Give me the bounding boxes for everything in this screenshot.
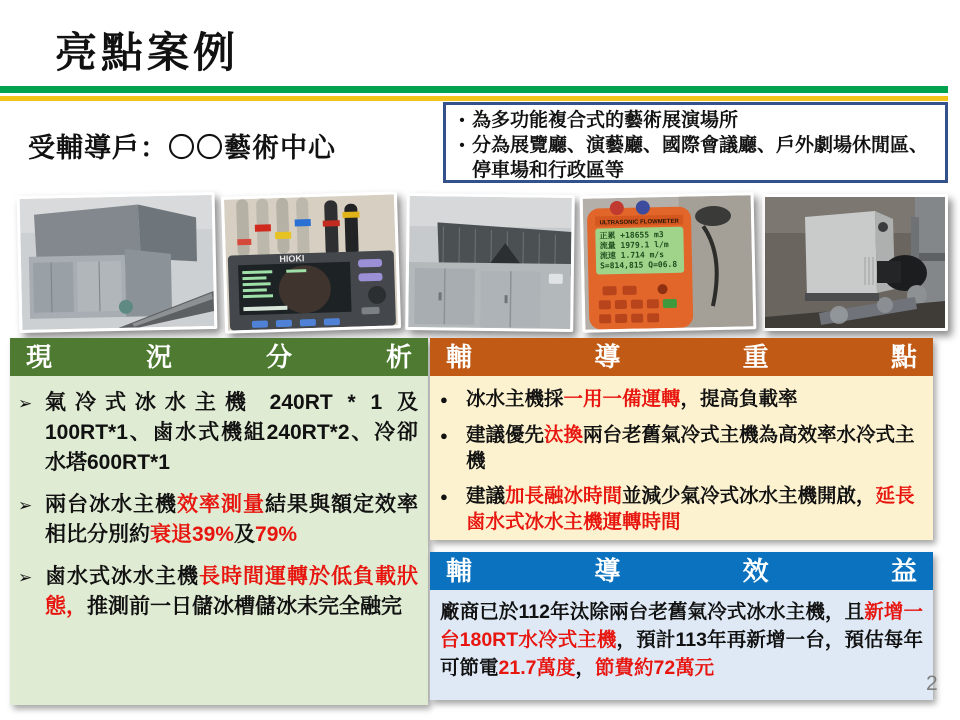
highlighted-text: 長時間運轉於低負載狀態， xyxy=(45,565,418,618)
highlighted-text: 效率測量 xyxy=(177,493,265,516)
text-segment: 建議 xyxy=(466,485,506,507)
highlighted-text: 79% xyxy=(255,523,298,546)
text-segment: 並減少氣冷式冰水主機開啟， xyxy=(622,485,876,507)
panel-current-analysis-body xyxy=(10,376,428,705)
list-item xyxy=(452,133,937,183)
bullet-text xyxy=(45,490,418,550)
bullet-marker: • xyxy=(459,112,465,129)
bullet-marker: ● xyxy=(440,428,448,443)
list-item xyxy=(440,422,923,474)
header-char: 點 xyxy=(890,342,917,372)
bullet-marker: ● xyxy=(440,489,448,504)
title-divider-yellow xyxy=(0,96,948,101)
list-item xyxy=(440,386,923,413)
text-segment: 結果與額定效率相比分別約 xyxy=(45,493,418,546)
text-segment: 推測前一日儲冰槽儲冰未完全融完 xyxy=(87,595,402,618)
text-segment: 及 xyxy=(234,523,256,546)
list-item xyxy=(440,483,923,535)
text-segment: 氣冷式冰水主機 240RT * 1 及100RT*1、鹵水式機組240RT*2、冷卻水塔600RT*1 xyxy=(45,391,418,474)
header-char: 效 xyxy=(742,556,769,586)
header-char: 輔 xyxy=(446,556,473,586)
lcd-line-2: 流量 1979.1 l/m xyxy=(599,239,669,251)
header-char: 況 xyxy=(145,342,172,372)
flowmeter-label: ULTRASONIC FLOWMETER xyxy=(599,218,679,227)
panel-guidance-keypoints-header xyxy=(430,338,933,376)
esc-button xyxy=(361,307,379,315)
bullet-text xyxy=(45,562,418,622)
photo-power-meter xyxy=(221,191,401,333)
panel-guidance-keypoints-body xyxy=(430,376,933,540)
list-item xyxy=(18,388,418,478)
bullet-text xyxy=(466,386,923,413)
client-label: 受輔導戶：〇〇藝術中心 xyxy=(28,133,336,163)
bullet-text xyxy=(466,483,923,535)
header-char: 導 xyxy=(594,556,621,586)
text-segment: 鹵水式冰水主機 xyxy=(45,565,199,588)
cabinet-doors xyxy=(408,262,571,329)
bullet-marker: ➢ xyxy=(18,496,33,515)
text-segment: ， xyxy=(575,657,595,679)
header-char: 分 xyxy=(265,342,292,372)
text-segment: 兩台老舊氣冷式主機為高效率水冷式主機 xyxy=(466,424,915,472)
bullet-text xyxy=(472,133,937,183)
highlighted-text: 衰退39% xyxy=(150,523,235,546)
list-item xyxy=(18,490,418,550)
highlighted-text: 一用一備運轉 xyxy=(563,388,681,410)
highlighted-text: 汰換 xyxy=(544,424,584,446)
panel-current-analysis xyxy=(10,338,428,705)
header-char: 析 xyxy=(385,342,412,372)
flowmeter-body xyxy=(587,200,694,330)
highlighted-text: 節費約72萬元 xyxy=(594,657,715,679)
panel-current-analysis-header xyxy=(10,338,428,376)
panel-guidance-benefits-body xyxy=(430,590,933,700)
header-char: 重 xyxy=(742,342,769,372)
photo-flowmeter xyxy=(580,192,757,333)
meter-brand-label: HIOKI xyxy=(279,253,305,264)
header-char: 輔 xyxy=(446,342,473,372)
header-char: 導 xyxy=(594,342,621,372)
text-segment: 兩台冰水主機 xyxy=(45,493,177,516)
bullet-marker: ➢ xyxy=(18,568,33,587)
highlighted-text: 加長融冰時間 xyxy=(505,485,623,507)
page-title: 亮點案例 xyxy=(55,29,240,76)
panel-guidance-keypoints xyxy=(430,338,933,540)
photo-chiller-cabinet xyxy=(405,193,575,332)
text-segment: 為多功能複合式的藝術展演場所 xyxy=(472,110,739,131)
meter-body xyxy=(228,250,396,330)
text-segment: 建議優先 xyxy=(466,424,545,446)
bullet-text xyxy=(466,422,923,474)
lcd-line-4: S=814,815 Q=06.8 xyxy=(599,259,678,271)
bullet-marker: • xyxy=(459,137,465,154)
text-segment: 廠商已於112年汰除兩台老舊氣冷式冰水主機，且 xyxy=(440,601,865,623)
page-number: 2 xyxy=(926,672,938,695)
measure-button xyxy=(358,259,382,268)
text-segment: ，提高負載率 xyxy=(680,388,798,410)
lcd-line-3: 流速 1.714 m/s xyxy=(599,250,665,261)
panel-guidance-benefits-header xyxy=(430,552,933,590)
text-segment: ，預計113年再新增一台，預估每年可節電 xyxy=(440,629,923,679)
bullet-text xyxy=(45,388,418,478)
list-item xyxy=(452,108,937,133)
lcd-line-1: 正累 +18655 m3 xyxy=(599,230,664,241)
highlighted-text: 21.7萬度 xyxy=(498,657,576,679)
list-item xyxy=(18,562,418,622)
highlighted-text: 延長鹵水式冰水主機運轉時間 xyxy=(466,485,915,533)
bullet-marker: ● xyxy=(440,392,448,407)
text-segment: 分為展覽廳、演藝廳、國際會議廳、戶外劇場休閒區、停車場和行政區等 xyxy=(472,135,929,181)
panel-guidance-benefits xyxy=(430,552,933,700)
photo-cooling-tower xyxy=(17,192,218,333)
header-char: 現 xyxy=(26,342,53,372)
highlighted-text: 新增一台180RT水冷式主機 xyxy=(440,601,923,651)
bullet-marker: ➢ xyxy=(18,394,33,413)
venue-info-box xyxy=(443,102,948,183)
stainless-cabinet xyxy=(805,211,895,297)
text-segment: 冰水主機採 xyxy=(466,388,564,410)
photo-strip xyxy=(18,194,946,334)
wiring-button xyxy=(358,273,382,282)
bullet-text xyxy=(472,108,937,133)
title-divider-green xyxy=(0,86,948,93)
header-char: 益 xyxy=(890,556,917,586)
photo-machine-room xyxy=(762,194,948,331)
